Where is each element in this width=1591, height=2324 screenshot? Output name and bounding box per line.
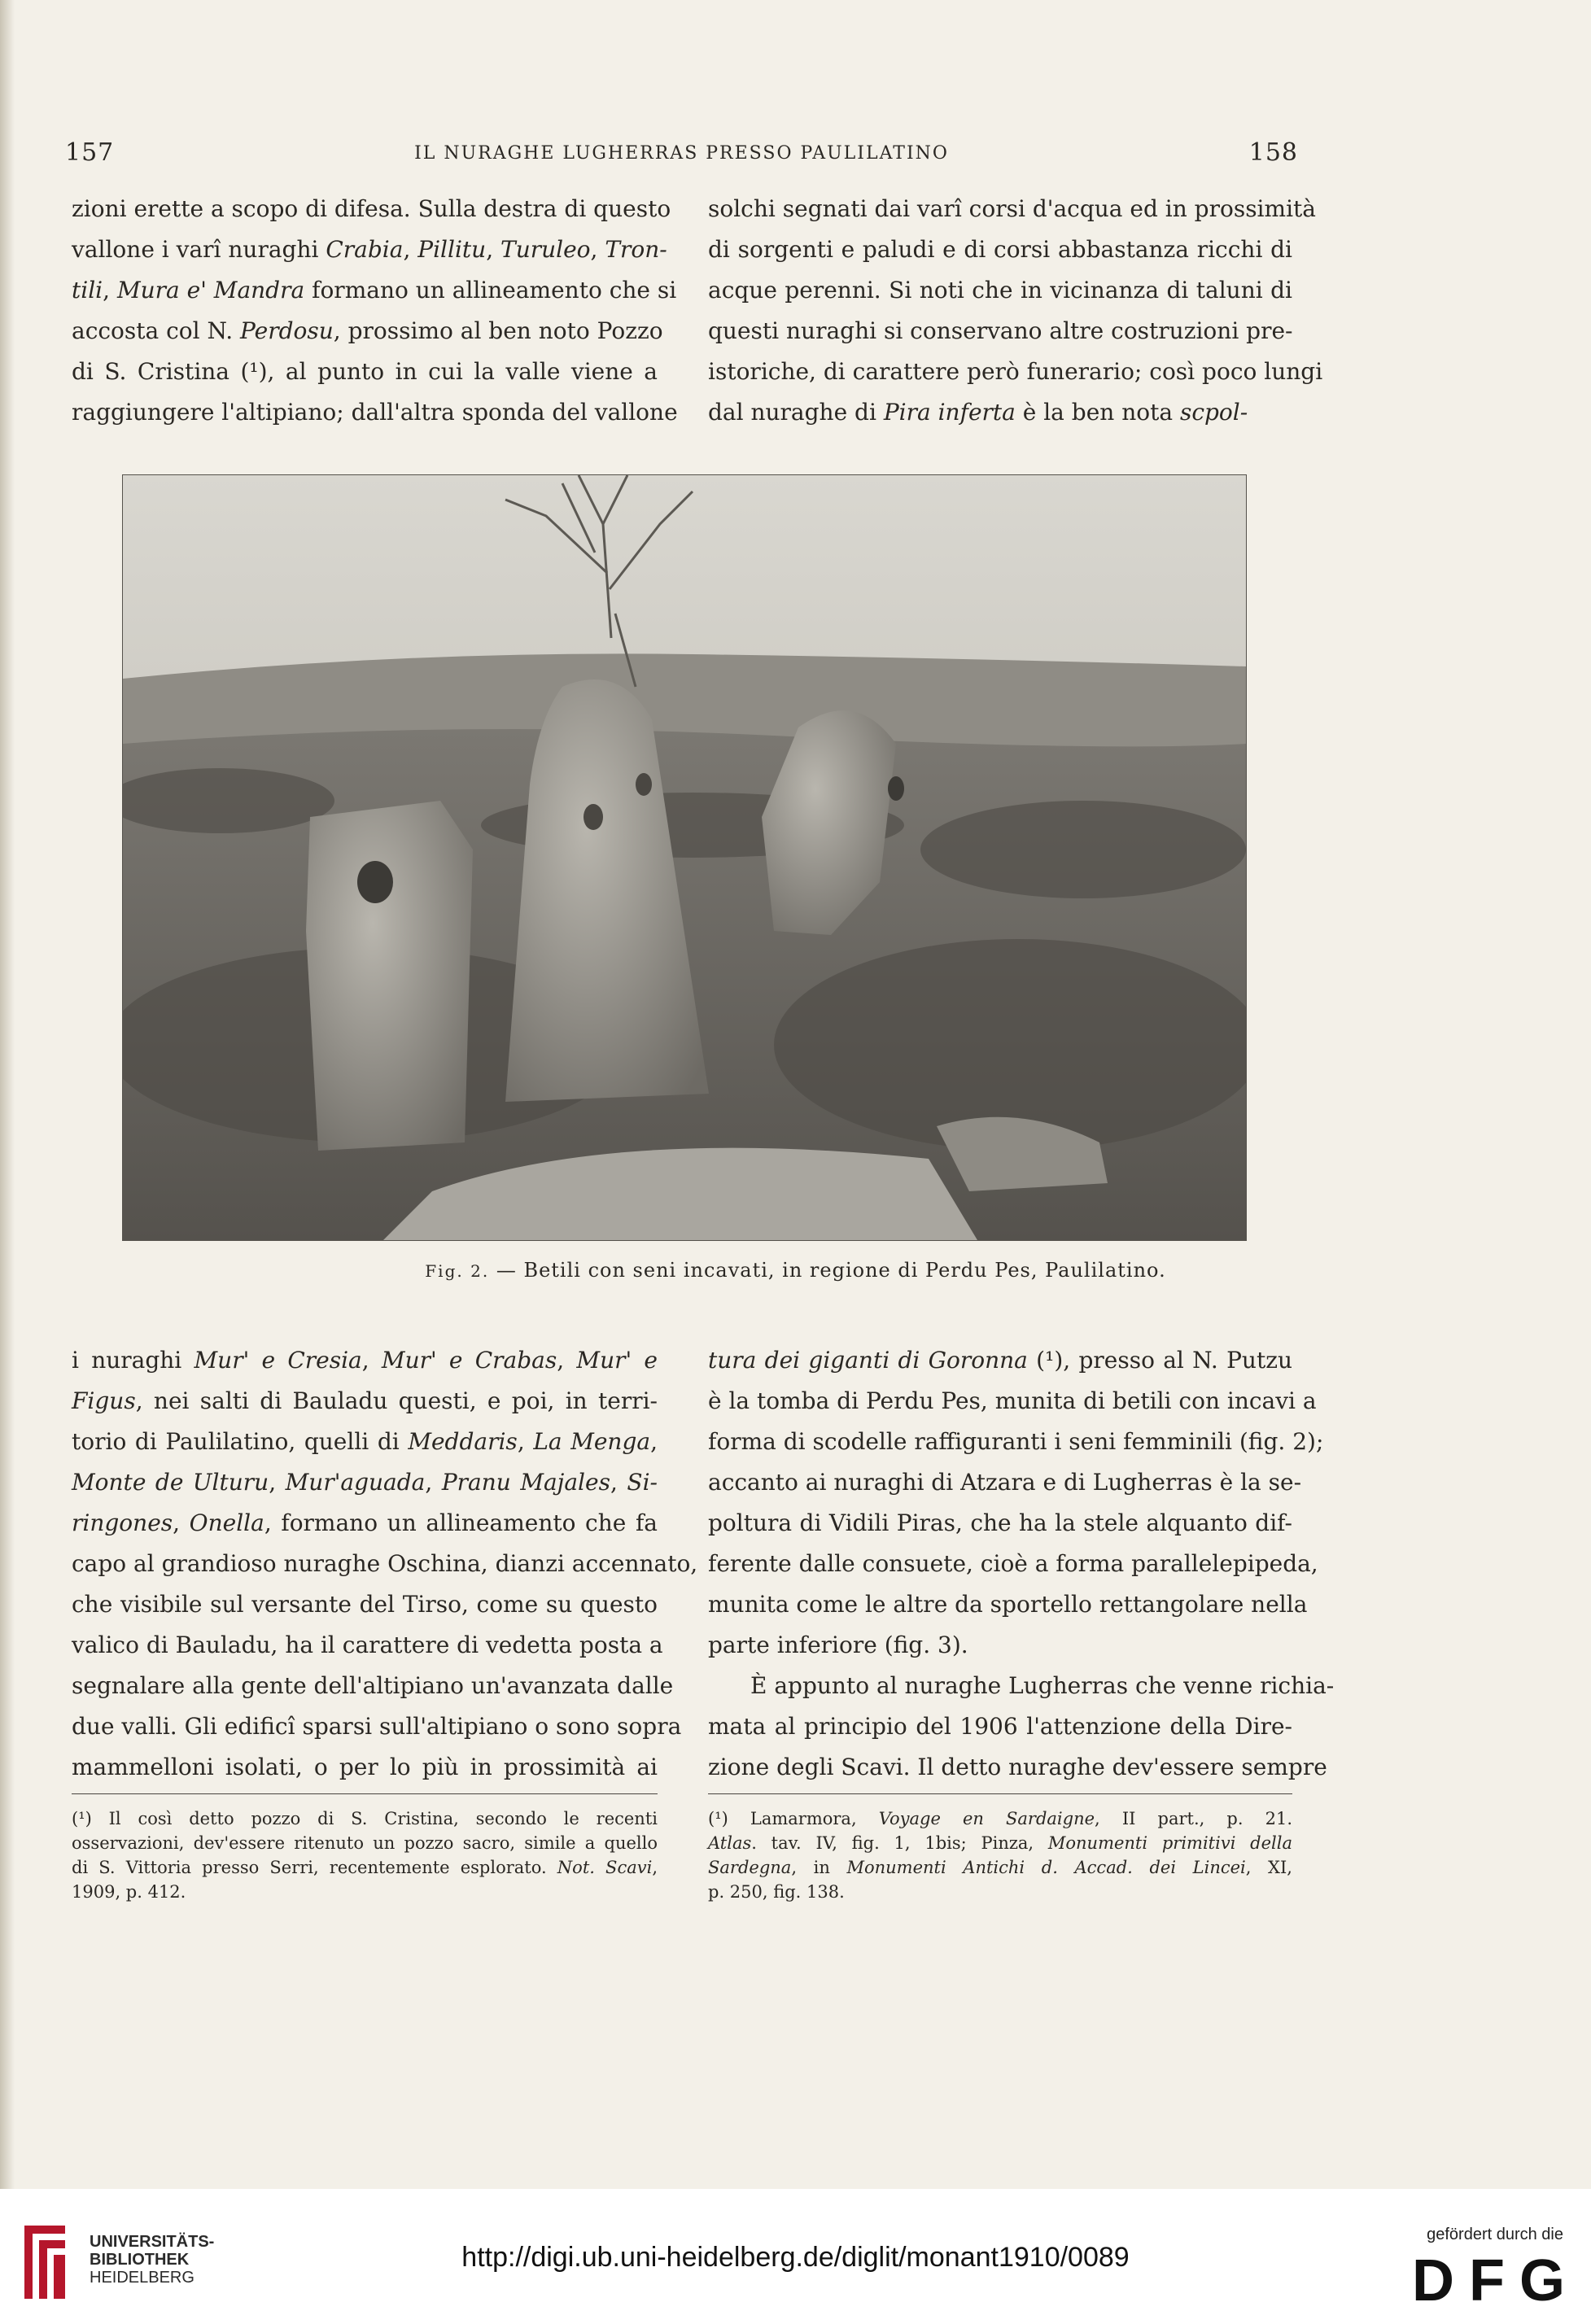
- text-line: tili, Mura e' Mandra formano un allineamento che si: [72, 277, 677, 304]
- text-line: acque perenni. Si noti che in vicinanza di taluni di: [708, 277, 1292, 304]
- text-line: solchi segnati dai varî corsi d'acqua ed in prossimità: [708, 195, 1316, 222]
- text-line: valico di Bauladu, ha il carattere di vedetta posta a: [72, 1632, 663, 1658]
- figure-caption-text: — Betili con seni incavati, in regione di Perdu Pes, Paulilatino.: [496, 1259, 1166, 1282]
- page-number-left: 157: [65, 138, 115, 167]
- funding-label: gefördert durch die: [1427, 2226, 1563, 2243]
- text-line: munita come le altre da sportello rettangolare nella: [708, 1591, 1308, 1618]
- text-line: ringones, Onella, formano un allineamento che fa: [72, 1509, 658, 1536]
- text-line: di S. Vittoria presso Serri, recentemente esplorato. Not. Scavi,: [72, 1858, 658, 1877]
- dfg-logo-icon: [1412, 2250, 1567, 2307]
- page-edge: [0, 0, 15, 2189]
- library-name-line1: UNIVERSITÄTS-: [90, 2233, 215, 2251]
- standing-stones-photo: [123, 475, 1246, 1240]
- dfg-logo-text: DFG: [1412, 2250, 1565, 2307]
- footnote-left: [72, 1806, 658, 1904]
- text-line: (¹) Lamarmora, Voyage en Sardaigne, II part., p. 21.: [708, 1809, 1292, 1828]
- text-line: accanto ai nuraghi di Atzara e di Lugherras è la se-: [708, 1469, 1302, 1496]
- text-line: vallone i varî nuraghi Crabia, Pillitu, Turuleo, Tron-: [72, 236, 667, 263]
- text-line: Atlas. tav. IV, fig. 1, 1bis; Pinza, Monumenti primitivi della: [708, 1833, 1292, 1853]
- text-line: ferente dalle consuete, cioè a forma parallelepipeda,: [708, 1550, 1318, 1577]
- text-line: zione degli Scavi. Il detto nuraghe dev'essere sempre: [708, 1754, 1327, 1780]
- permalink-url[interactable]: http://digi.ub.uni-heidelberg.de/diglit/monant1910/0089: [461, 2242, 1130, 2273]
- text-line: di sorgenti e paludi e di corsi abbastanza ricchi di: [708, 236, 1292, 263]
- text-line: mammelloni isolati, o per lo più in prossimità ai: [72, 1754, 658, 1780]
- library-name-line3: HEIDELBERG: [90, 2269, 195, 2287]
- text-line: è la tomba di Perdu Pes, munita di betili con incavi a: [708, 1387, 1317, 1414]
- text-column-left-top: [72, 189, 678, 433]
- figure-label: Fig. 2.: [425, 1261, 490, 1281]
- text-line: poltura di Vidili Piras, che ha la stele alquanto dif-: [708, 1509, 1292, 1536]
- text-line: di S. Cristina (¹), al punto in cui la valle viene a: [72, 358, 658, 385]
- text-line: segnalare alla gente dell'altipiano un'avanzata dalle: [72, 1672, 674, 1699]
- text-column-right-top: [708, 189, 1323, 433]
- text-line: forma di scodelle raffiguranti i seni femminili (fig. 2);: [708, 1428, 1324, 1455]
- text-line: i nuraghi Mur' e Cresia, Mur' e Crabas, Mur' e: [72, 1347, 658, 1374]
- text-line: p. 250, fig. 138.: [708, 1882, 845, 1902]
- text-line: mata al principio del 1906 l'attenzione della Dire-: [708, 1713, 1292, 1740]
- text-line: dal nuraghe di Pira inferta è la ben nota scpol-: [708, 399, 1248, 426]
- text-line: due valli. Gli edificî sparsi sull'altipiano o sono sopra: [72, 1713, 682, 1740]
- text-line: raggiungere l'altipiano; dall'altra sponda del vallone: [72, 399, 678, 426]
- text-line: che visibile sul versante del Tirso, come su questo: [72, 1591, 658, 1618]
- text-line: Sardegna, in Monumenti Antichi d. Accad. dei Lincei, XI,: [708, 1858, 1292, 1877]
- running-header: [65, 138, 1298, 171]
- text-line: (¹) Il così detto pozzo di S. Cristina, secondo le recenti: [72, 1809, 658, 1828]
- text-line: torio di Paulilatino, quelli di Meddaris, La Menga,: [72, 1428, 658, 1455]
- text-line: capo al grandioso nuraghe Oschina, dianzi accennato,: [72, 1550, 698, 1577]
- text-line: Monte de Ulturu, Mur'aguada, Pranu Majales, Si-: [72, 1469, 658, 1496]
- text-line: parte inferiore (fig. 3).: [708, 1632, 968, 1658]
- footnote-rule-left: [72, 1793, 658, 1794]
- footnote-right: [708, 1806, 1292, 1904]
- footnote-rule-right: [708, 1793, 1292, 1794]
- text-line: 1909, p. 412.: [72, 1882, 186, 1902]
- text-column-left-bottom: [72, 1340, 698, 1788]
- text-line: Figus, nei salti di Bauladu questi, e poi, in terri-: [72, 1387, 658, 1414]
- text-line: istoriche, di carattere però funerario; così poco lungi: [708, 358, 1323, 385]
- text-line: questi nuraghi si conservano altre costruzioni pre-: [708, 317, 1293, 344]
- text-line: osservazioni, dev'essere ritenuto un pozzo sacro, simile a quello: [72, 1833, 658, 1853]
- text-column-right-bottom: [708, 1340, 1335, 1788]
- library-name-line2: BIBLIOTHEK: [90, 2251, 190, 2269]
- figure-caption: [0, 1259, 1591, 1282]
- text-line: tura dei giganti di Goronna (¹), presso al N. Putzu: [708, 1347, 1292, 1374]
- running-title: IL NURAGHE LUGHERRAS PRESSO PAULILATINO: [414, 143, 949, 164]
- text-line: accosta col N. Perdosu, prossimo al ben noto Pozzo: [72, 317, 663, 344]
- figure-photograph: [122, 474, 1247, 1241]
- text-line: È appunto al nuraghe Lugherras che venne richia-: [750, 1672, 1335, 1699]
- text-line: zioni erette a scopo di difesa. Sulla destra di questo: [72, 195, 671, 222]
- page-number-right: 158: [1248, 138, 1298, 167]
